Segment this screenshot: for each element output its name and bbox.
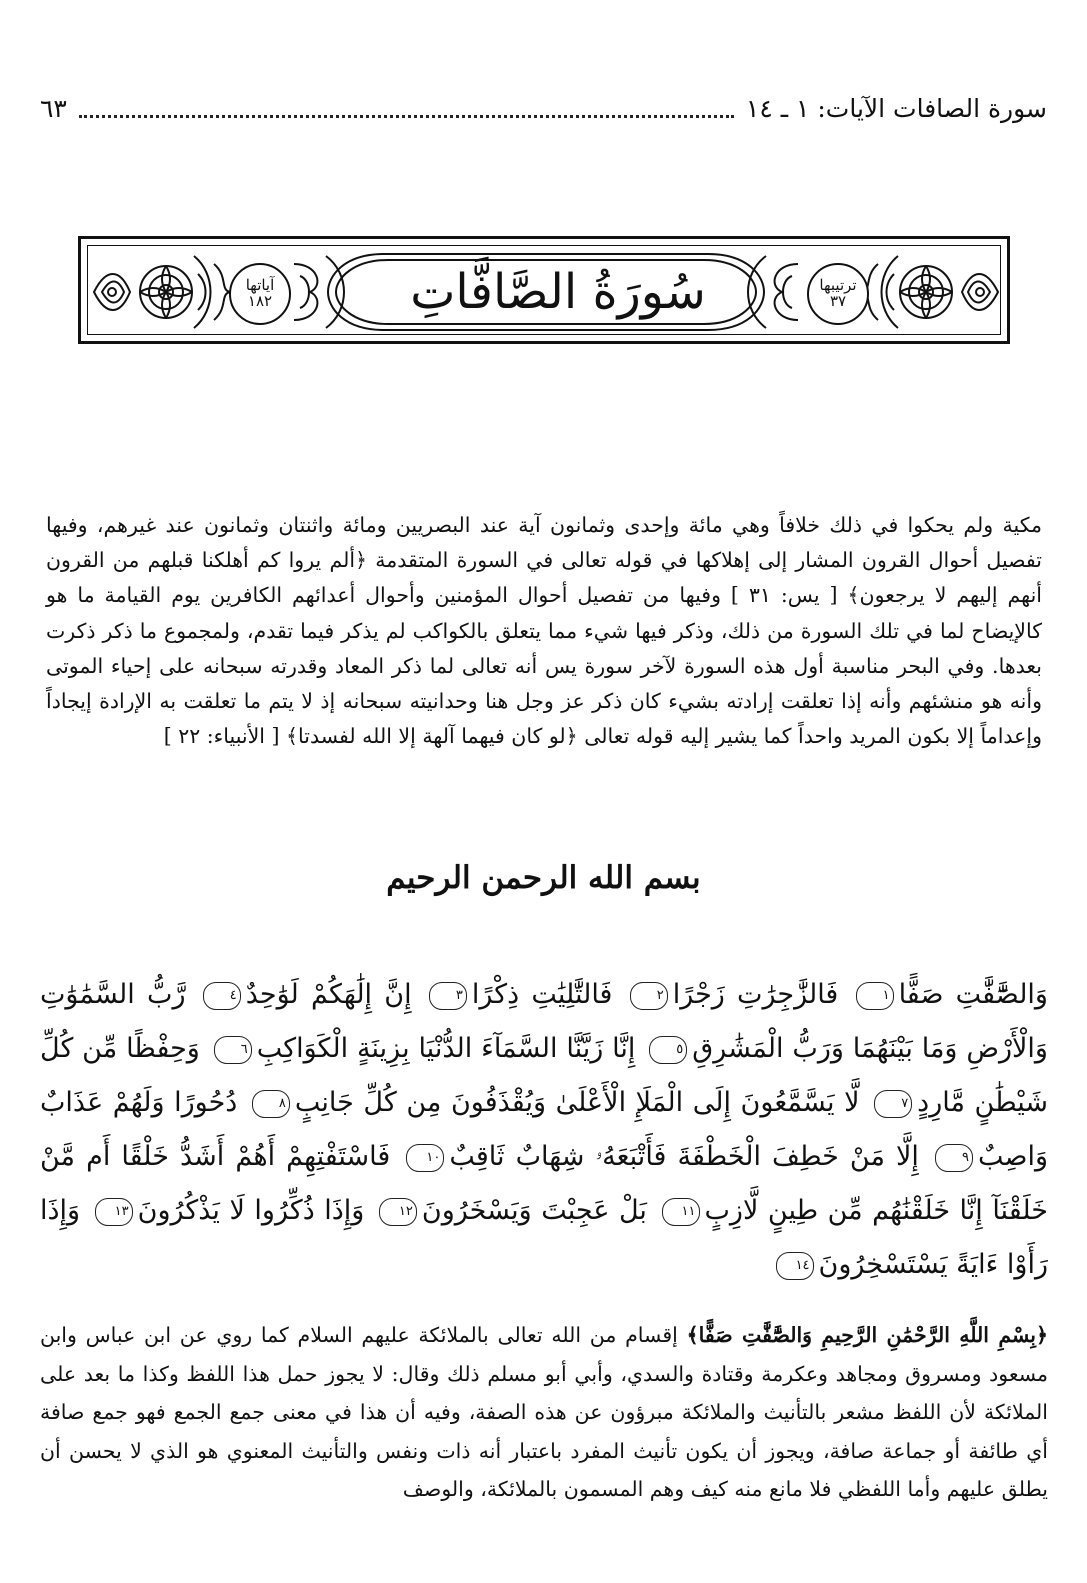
surah-order-badge (807, 263, 869, 325)
surah-title-banner (78, 236, 1010, 344)
verse-text: بَلْ عَجِبْتَ وَيَسْخَرُونَ (421, 1195, 647, 1226)
verse-text: إِلَّا مَنْ خَطِفَ الْخَطْفَةَ فَأَتْبَعَهُۥ شِهَابٌ ثَاقِبٌ (449, 1141, 919, 1172)
surah-introduction: مكية ولم يحكوا في ذلك خلافاً وهي مائة وإحدى وثمانون آية عند البصريين ومائة واثنتان وثمانون عند غيرهم، وفيها تفصيل أحوال القرون المشار إلى إهلاكها في قوله تعالى في السورة المتقدمة ﴿ألم يروا كم أهلكنا قبلهم من القرون أنهم إليهم لا يرجعون﴾ [ يس: ٣١ ] وفيها من تفصيل أحوال المؤمنين وأحوال أعدائهم الكافرين يوم القيامة ما هو كالإيضاح لما في تلك السورة من ذلك، وذكر فيها شيء مما يتعلق بالكواكب لم يذكر فيما تقدم، ولمجموع ما ذكر ذكرت بعدها. وفي البحر مناسبة أول هذه السورة لآخر سورة يس أنه تعالى لما ذكر المعاد وقدرته سبحانه على إحياء الموتى وأنه هو منشئهم وأنه إذا تعلقت إرادته بشيء كان ذكر عز وجل هنا وحدانيته سبحانه إذ لا يتم ما تعلقت به الإرادة إيجاداً وإعداماً إلا بكون المريد واحداً كما يشير إليه قوله تعالى ﴿لو كان فيهما آلهة إلا الله لفسدتا﴾ [ الأنبياء: ٢٢ ] (46, 513, 1042, 749)
verse-text: وَالصَّٰٓفَّٰتِ صَفًّا (898, 979, 1048, 1010)
verse-text: فَالزَّٰجِرَٰتِ زَجْرًا (672, 979, 839, 1010)
verse-number-marker: ٩ (935, 1144, 973, 1172)
running-head-dots (79, 99, 734, 118)
verse-text: فَالتَّٰلِيَٰتِ ذِكْرًا (471, 979, 613, 1010)
running-head-title: سورة الصافات الآيات: ١ ـ ١٤ (745, 93, 1047, 123)
surah-order-value: ٣٧ (829, 292, 847, 310)
banner-inner-frame (87, 245, 1001, 335)
verse-number-marker: ١٣ (95, 1198, 133, 1226)
verse-count-label: آياتها (245, 276, 275, 295)
verse-text: وَحِفْظًا مِّن كُلِّ شَيْطَٰنٍ مَّارِدٍ (40, 1033, 1048, 1118)
surah-name: سُورَةُ الصَّافَّاتِ (410, 264, 706, 320)
verse-number-marker: ١١ (662, 1198, 700, 1226)
verse-number-marker: ١٠ (406, 1144, 444, 1172)
verse-number-marker: ٨ (252, 1090, 290, 1118)
verse-text: إِنَّا زَيَّنَّا السَّمَآءَ الدُّنْيَا بِزِينَةٍ الْكَوَاكِبِ (256, 1033, 636, 1064)
commentary-quoted-verse: ﴿بِسْمِ اللَّهِ الرَّحْمَٰنِ الرَّحِيمِ وَالصَّٰٓفَّٰتِ صَفًّا﴾ (686, 1323, 1048, 1347)
tafsir-commentary (40, 1316, 1048, 1509)
surah-order-label: ترتيبها (819, 276, 857, 295)
verse-number-marker: ٧ (874, 1090, 912, 1118)
verse-number-marker: ٣ (429, 982, 467, 1010)
verse-number-marker: ٥ (649, 1036, 687, 1064)
verse-text: رَّبُّ السَّمَٰوَٰتِ وَالْأَرْضِ وَمَا بَيْنَهُمَا وَرَبُّ الْمَشَٰرِقِ (40, 979, 1048, 1064)
verse-number-marker: ٤ (203, 982, 241, 1010)
verse-text: وَإِذَا ذُكِّرُوا لَا يَذْكُرُونَ (137, 1195, 365, 1226)
verse-text: وَإِذَا رَأَوْا ءَايَةً يَسْتَسْخِرُونَ (40, 1195, 1048, 1280)
verse-number-marker: ١ (856, 982, 894, 1010)
verse-text: دُحُورًا وَلَهُمْ عَذَابٌ وَاصِبٌ (40, 1087, 1048, 1172)
verse-text: فَاسْتَفْتِهِمْ أَهُمْ أَشَدُّ خَلْقًا أَم مَّنْ خَلَقْنَآ إِنَّا خَلَقْنَٰهُم مِّن طِينٍ لَّازِبٍ (40, 1141, 1048, 1226)
running-head (40, 88, 1047, 128)
verse-number-marker: ١٤ (776, 1252, 814, 1280)
page-number: ٦٣ (40, 93, 67, 123)
basmala-heading: بسم الله الرحمن الرحيم (386, 860, 701, 896)
verse-count-value: ١٨٢ (247, 292, 273, 310)
verse-number-marker: ٢ (630, 982, 668, 1010)
verse-number-marker: ٦ (214, 1036, 252, 1064)
verse-text: إِنَّ إِلَٰهَكُمْ لَوَٰحِدٌ (245, 979, 412, 1010)
commentary-text: إقسام من الله تعالى بالملائكة عليهم السلام كما روي عن ابن عباس وابن مسعود ومسروق ومجاهد وعكرمة وقتادة والسدي، وأبي أبو مسلم ذلك وقال: لا يجوز حمل هذا اللفظ وكذا ما بعد على الملائكة لأن اللفظ مشعر بالتأنيث والملائكة مبرؤون عن هذه الصفة، وفيه أن هذا في معنى جمع الجمع فهو جمع صافة أي طائفة أو جماعة صافة، ويجوز أن يكون تأنيث المفرد باعتبار أنه ذات ونفس والتأنيث المعنوي هو الذي لا يحسن أن يطلق عليهم وأما اللفظي فلا مانع منه كيف وهم المسمون بالملائكة، والوصف (40, 1323, 1048, 1502)
verse-count-badge (229, 263, 291, 325)
quran-verses-block (40, 968, 1048, 1292)
verse-text: لَّا يَسَّمَّعُونَ إِلَى الْمَلَإِ الْأَعْلَىٰ وَيُقْذَفُونَ مِن كُلِّ جَانِبٍ (294, 1087, 860, 1118)
verse-number-marker: ١٢ (379, 1198, 417, 1226)
